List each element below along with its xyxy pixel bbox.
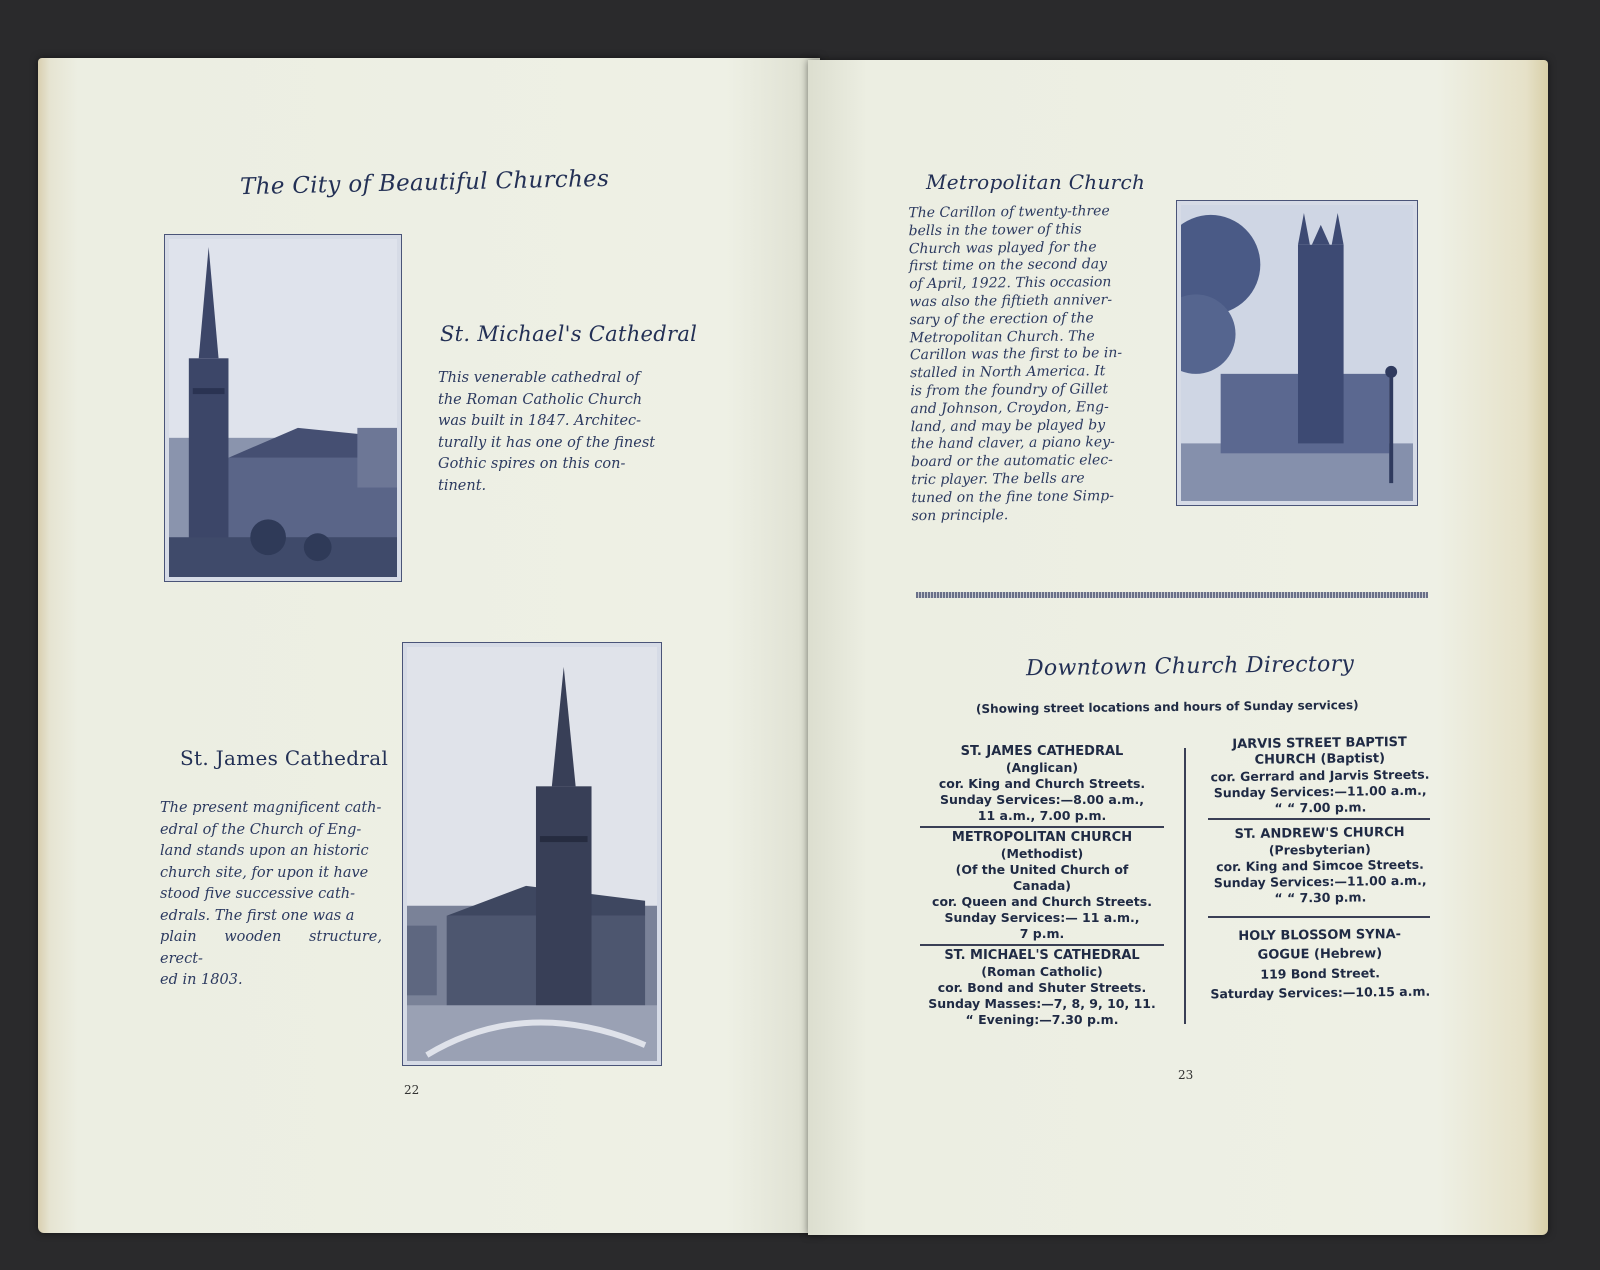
section-divider [916, 592, 1428, 598]
directory-entry [920, 744, 1164, 824]
directory-entry [920, 830, 1164, 942]
st-james-text [160, 798, 382, 992]
page-number-left: 22 [404, 1083, 420, 1097]
text-line: The present magnificent cath- [160, 800, 382, 816]
directory-subtitle: (Showing street locations and hours of Sunday services) [975, 697, 1359, 717]
text-line: was also the fiftieth anniver- [909, 292, 1113, 311]
text-line: and Johnson, Croydon, Eng- [910, 398, 1109, 417]
entry-line: METROPOLITAN CHURCH [951, 830, 1133, 845]
directory-title: Downtown Church Directory [1025, 651, 1355, 682]
text-line: board or the automatic elec- [910, 452, 1113, 471]
metropolitan-church-photo [1176, 200, 1418, 506]
entry-line: cor. Queen and Church Streets. [932, 894, 1152, 909]
text-line: sary of the erection of the [909, 310, 1094, 329]
entry-line: Canada) [1012, 878, 1072, 893]
entry-line: Sunday Masses:—7, 8, 9, 10, 11. [928, 996, 1156, 1011]
directory-separator [1208, 818, 1430, 820]
entry-line: Sunday Services:—11.00 a.m., [1213, 872, 1427, 891]
text-line: land stands upon an historic [160, 843, 369, 859]
text-line: land, and may be played by [910, 416, 1106, 435]
text-line: first time on the second day [908, 256, 1108, 275]
text-line: church site, for upon it have [160, 864, 369, 881]
directory-entry [920, 948, 1164, 1028]
entry-line: “ “ 7.00 p.m. [1274, 799, 1367, 816]
text-line: ed in 1803. [160, 972, 243, 988]
entry-line: ST. JAMES CATHEDRAL [960, 744, 1124, 759]
entry-line: cor. Bond and Shuter Streets. [937, 980, 1147, 995]
right-page [808, 60, 1548, 1235]
entry-line: (Roman Catholic) [981, 964, 1103, 979]
entry-line: Sunday Services:—11.00 a.m., [1213, 782, 1427, 801]
text-line: edrals. The first one was a [160, 907, 355, 924]
entry-line: 11 a.m., 7.00 p.m. [977, 808, 1107, 823]
entry-line: (Of the United Church of [955, 862, 1129, 877]
text-line: stalled in North America. It [910, 363, 1106, 382]
entry-line: “ “ 7.30 p.m. [1274, 889, 1367, 906]
directory-separator [920, 944, 1164, 946]
text-line: tuned on the fine tone Simp- [911, 487, 1115, 506]
left-page [38, 58, 820, 1233]
entry-line: ST. ANDREW'S CHURCH [1234, 824, 1405, 843]
metropolitan-heading: Metropolitan Church [926, 170, 1146, 194]
entry-line: Sunday Services:—8.00 a.m., [939, 792, 1145, 807]
directory-entry [1200, 825, 1441, 908]
text-line: bells in the tower of this [908, 221, 1082, 240]
entry-line: GOGUE (Hebrew) [1257, 946, 1383, 963]
text-line: the Roman Catholic Church [438, 391, 643, 408]
text-line: turally it has one of the finest [438, 434, 656, 451]
entry-line: cor. King and Church Streets. [938, 776, 1146, 791]
entry-line: (Anglican) [1005, 760, 1079, 775]
directory-separator [1208, 916, 1430, 918]
entry-line: 7 p.m. [1019, 926, 1065, 941]
entry-line: 119 Bond Street. [1260, 965, 1381, 982]
st-james-cathedral-photo [402, 642, 662, 1066]
entry-line: CHURCH (Baptist) [1254, 751, 1386, 768]
entry-line: (Presbyterian) [1268, 841, 1371, 858]
st-michaels-text [438, 368, 674, 497]
text-line: Gothic spires on this con- [438, 456, 626, 472]
text-line: Metropolitan Church. The [909, 327, 1095, 346]
entry-line: Saturday Services:—10.15 a.m. [1210, 983, 1431, 1002]
st-michaels-heading: St. Michael's Cathedral [440, 322, 698, 346]
entry-line: (Methodist) [1000, 846, 1084, 861]
text-line: stood five successive cath- [160, 886, 356, 902]
metropolitan-text [908, 203, 1147, 526]
page-number-right: 23 [1178, 1068, 1194, 1082]
text-line: The Carillon of twenty-three [908, 203, 1110, 222]
st-michaels-cathedral-photo [164, 234, 402, 582]
open-booklet [38, 58, 1548, 1238]
text-line: Carillon was the first to be in- [909, 345, 1123, 364]
entry-line: “ Evening:—7.30 p.m. [965, 1012, 1119, 1027]
directory-entry [1200, 735, 1441, 818]
entry-line: ST. MICHAEL'S CATHEDRAL [944, 948, 1140, 963]
entry-line: Sunday Services:— 11 a.m., [944, 910, 1140, 925]
text-line: This venerable cathedral of [438, 370, 640, 386]
text-line: plain wooden structure, erect- [160, 929, 382, 967]
text-line: the hand claver, a piano key- [910, 434, 1115, 453]
text-line: of April, 1922. This occasion [909, 274, 1112, 293]
entry-line: JARVIS STREET BAPTIST [1232, 734, 1407, 753]
text-line: tric player. The bells are [911, 470, 1085, 489]
entry-line: cor. King and Simcoe Streets. [1216, 856, 1424, 875]
directory-separator [920, 826, 1164, 828]
entry-line: cor. Gerrard and Jarvis Streets. [1210, 766, 1430, 785]
text-line: was built in 1847. Architec- [438, 413, 642, 429]
text-line: is from the foundry of Gillet [910, 381, 1109, 400]
directory-entry [1200, 925, 1441, 1004]
text-line: tinent. [438, 477, 487, 494]
page-title: The City of Beautiful Churches [239, 165, 610, 201]
st-james-heading: St. James Cathedral [180, 746, 389, 770]
text-line: Church was played for the [908, 238, 1097, 257]
text-line: edral of the Church of Eng- [160, 821, 362, 838]
entry-line: HOLY BLOSSOM SYNA- [1238, 927, 1402, 944]
text-line: son principle. [911, 506, 1009, 524]
directory-column-divider [1184, 748, 1186, 1024]
